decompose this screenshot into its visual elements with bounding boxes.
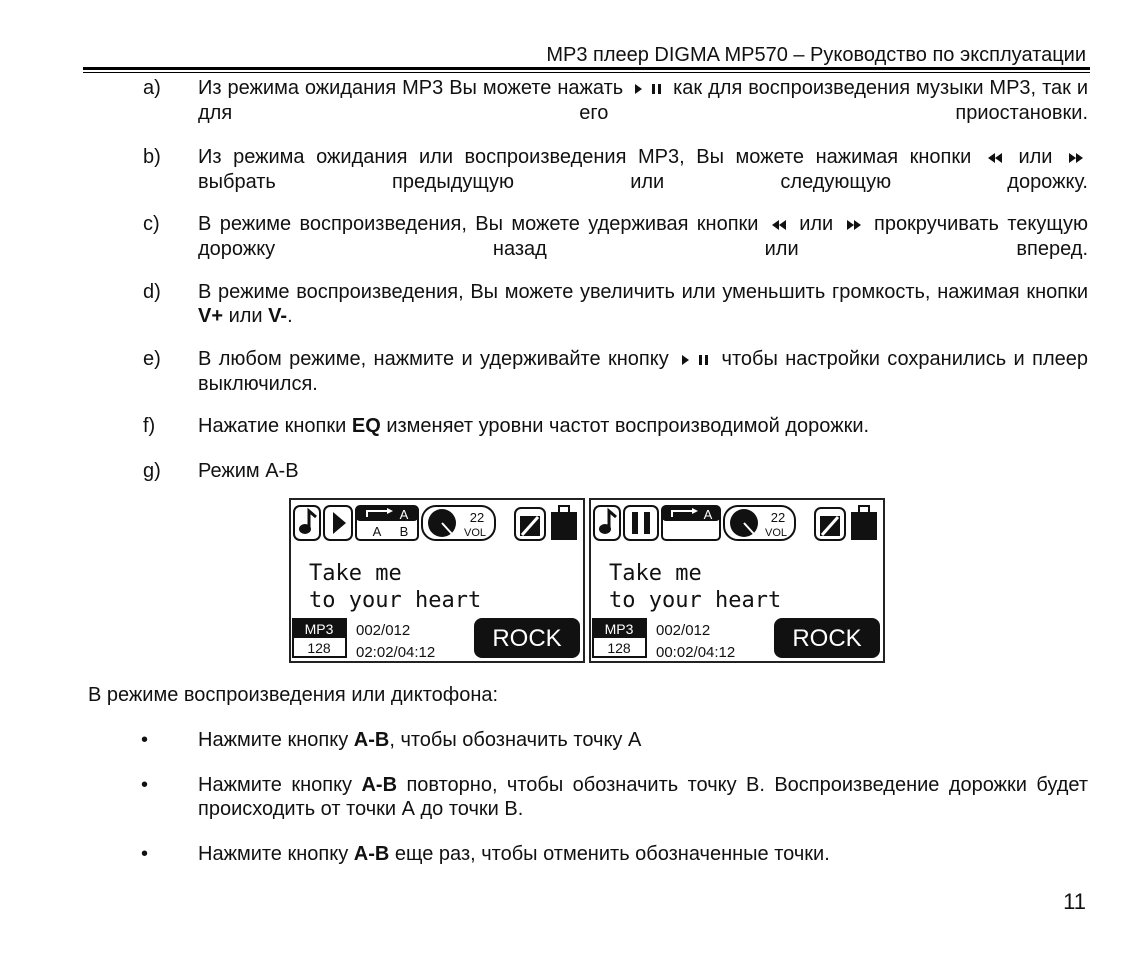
item-text: Из режима ожидания или воспроизведения MP3, Вы можете нажимая кнопки или выбрать предыдущую или следующую дорожку.: [198, 146, 1088, 193]
time-display: 02:02/04:12: [356, 644, 436, 661]
volume-indicator: [422, 506, 495, 540]
bullet-marker: •: [141, 843, 149, 865]
eq-preset-label: ROCK: [492, 625, 562, 652]
bullet-text: Нажмите кнопку A-B повторно, чтобы обозначить точку B. Воспроизведение дорожки будет происходить от точки А до точки B.: [198, 774, 1088, 820]
play-pause-icon: [633, 77, 663, 101]
bullet-text: Нажмите кнопку A-B, чтобы обозначить точку А: [198, 729, 642, 751]
button-name-eq: EQ: [351, 415, 381, 437]
volume-label: VOL: [463, 527, 487, 539]
bitrate-label: 128: [307, 640, 331, 656]
rewind-icon: [987, 146, 1003, 170]
track-counter: 002/012: [656, 622, 711, 639]
item-label: e): [143, 348, 161, 370]
track-counter: 002/012: [356, 622, 411, 639]
item-text: Нажатие кнопки EQ изменяет уровни частот воспроизводимой дорожки.: [198, 415, 870, 437]
rewind-icon: [771, 213, 787, 237]
ab-repeat-top-label: A: [703, 507, 713, 522]
button-name-ab: A-B: [353, 729, 390, 751]
ab-point-a-label: A: [372, 524, 382, 539]
section-intro: В режиме воспроизведения или диктофона:: [88, 684, 499, 706]
song-title-line1: Take me: [609, 561, 702, 586]
header-rule-thin: [83, 72, 1090, 73]
page-number: 11: [1063, 889, 1086, 914]
edit-icon: [815, 508, 845, 540]
ab-repeat-indicator: [662, 506, 720, 540]
item-text: Режим A-B: [198, 460, 299, 482]
song-title-line2: to your heart: [609, 588, 782, 613]
pause-state-icon: [624, 506, 658, 540]
time-display: 00:02/04:12: [656, 644, 736, 661]
page-header-title: MP3 плеер DIGMA MP570 – Руководство по эксплуатации: [546, 44, 1086, 66]
player-screen-play: [289, 498, 585, 663]
bullet-marker: •: [141, 774, 149, 796]
item-text: В любом режиме, нажмите и удерживайте кнопку чтобы настройки сохранились и плеер выключился.: [198, 348, 1088, 395]
player-screen-pause: [589, 498, 885, 663]
volume-indicator: [724, 506, 795, 540]
format-label: MP3: [304, 621, 334, 637]
item-label: f): [143, 415, 156, 437]
song-title-line1: Take me: [309, 561, 402, 586]
song-title-line2: to your heart: [309, 588, 482, 613]
button-name-vplus: V+: [198, 305, 224, 327]
item-label: g): [143, 460, 161, 482]
bullet-text: Нажмите кнопку A-B еще раз, чтобы отменить обозначенные точки.: [198, 843, 830, 865]
bitrate-label: 128: [607, 640, 631, 656]
button-name-ab: A-B: [361, 774, 398, 796]
music-note-icon: [294, 506, 320, 540]
eq-preset-label: ROCK: [792, 625, 862, 652]
item-text: В режиме воспроизведения, Вы можете удерживая кнопки или прокручивать текущую дорожку назад или вперед.: [198, 213, 1089, 260]
item-label: b): [143, 146, 161, 168]
play-state-icon: [324, 506, 352, 540]
item-text: Из режима ожидания MP3 Вы можете нажать как для воспроизведения музыки MP3, так и для его приостановки.: [198, 77, 1088, 124]
header-rule-thick: [83, 67, 1090, 70]
edit-icon: [515, 508, 545, 540]
format-label: MP3: [604, 621, 634, 637]
play-pause-icon: [680, 348, 710, 372]
fast-forward-icon: [1068, 146, 1084, 170]
item-label: a): [143, 77, 161, 99]
music-note-icon: [594, 506, 620, 540]
button-name-vminus: V-: [268, 305, 288, 327]
item-label: c): [143, 213, 160, 235]
ab-repeat-indicator: [356, 506, 418, 540]
volume-label: VOL: [764, 527, 788, 539]
volume-level: 22: [770, 510, 786, 525]
button-name-ab: A-B: [353, 843, 390, 865]
format-badge: [593, 619, 646, 657]
volume-level: 22: [469, 510, 485, 525]
fast-forward-icon: [846, 213, 862, 237]
item-text: В режиме воспроизведения, Вы можете увеличить или уменьшить громкость, нажимая кнопки V+ или V-.: [198, 281, 1088, 327]
item-label: d): [143, 281, 161, 303]
format-badge: [293, 619, 346, 657]
bullet-marker: •: [141, 729, 149, 751]
ab-point-b-label: B: [399, 524, 409, 539]
ab-repeat-top-label: A: [399, 507, 409, 522]
